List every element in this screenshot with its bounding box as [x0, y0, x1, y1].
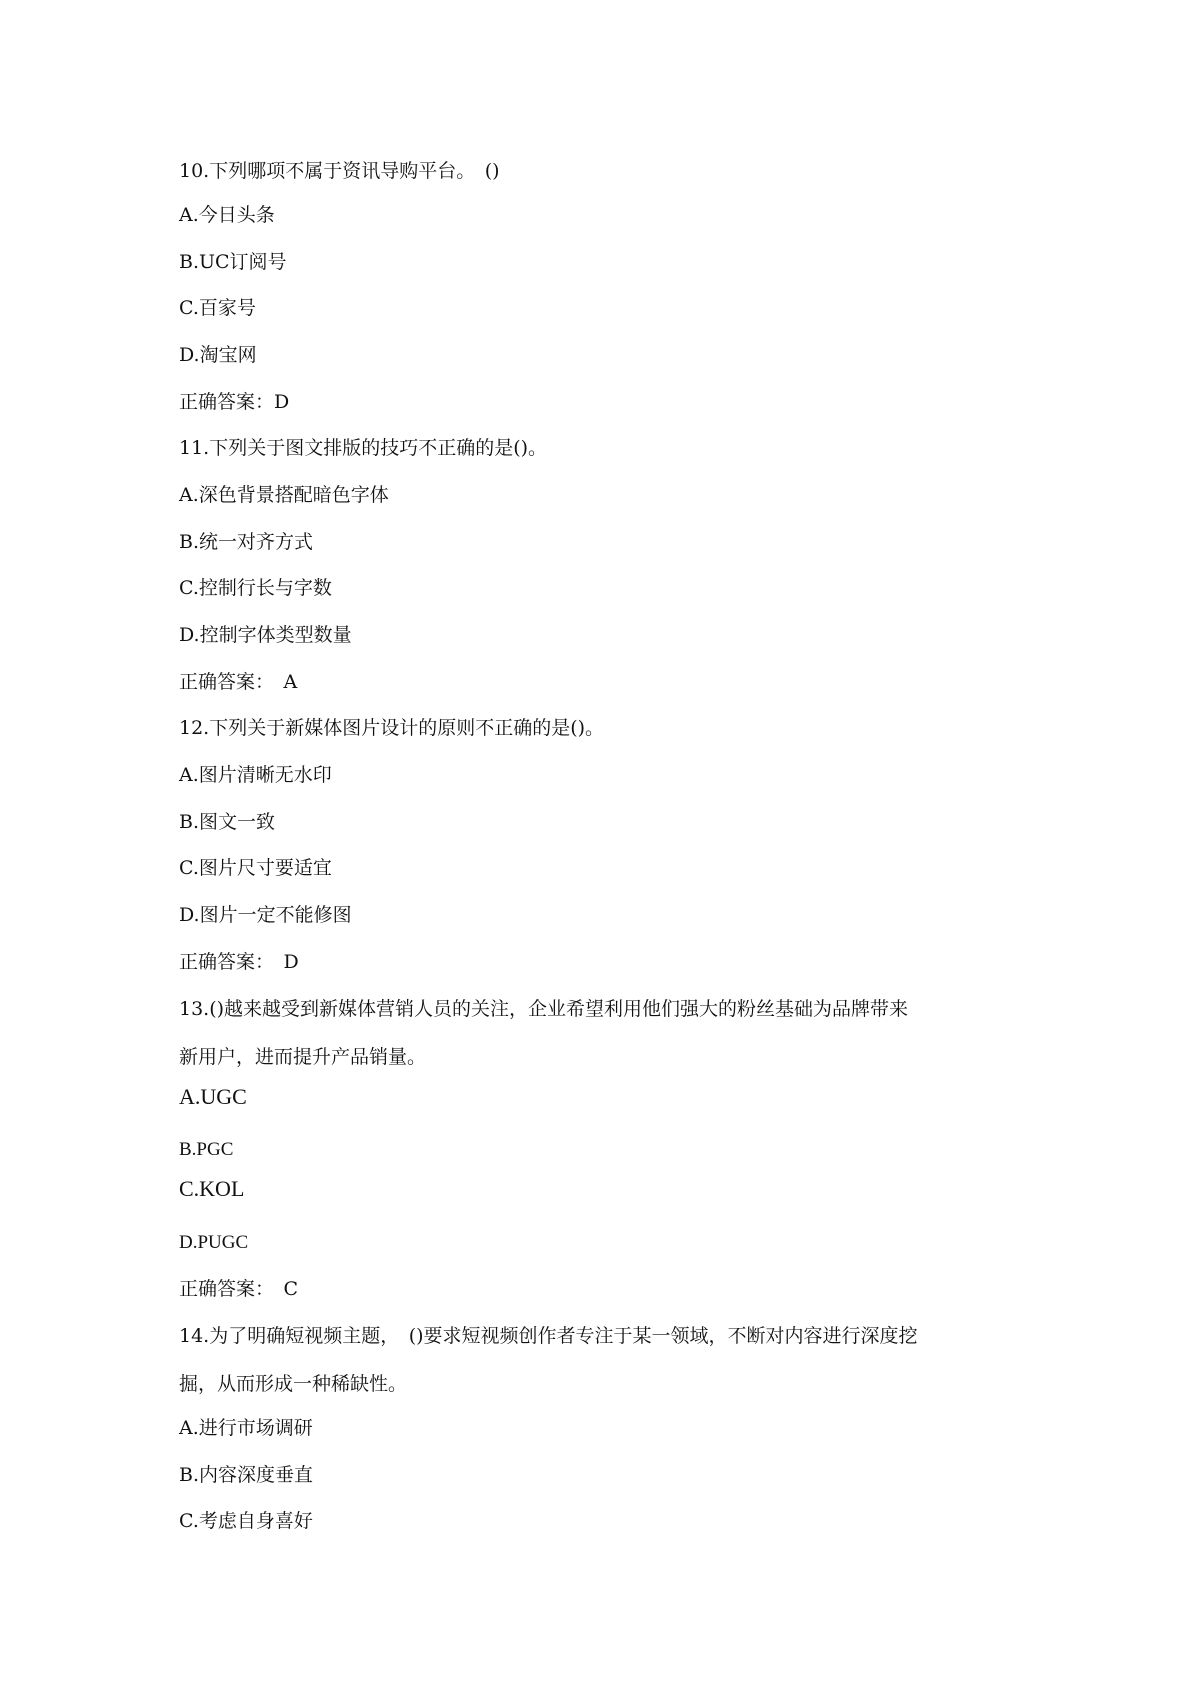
question-12-answer: 正确答案： D	[179, 951, 299, 973]
question-14-option-a: A.进行市场调研	[179, 1417, 313, 1439]
question-13-option-d: D.PUGC	[179, 1232, 249, 1253]
question-13-stem-line-1: 13.()越来越受到新媒体营销人员的关注，企业希望利用他们强大的粉丝基础为品牌带来	[179, 998, 909, 1020]
question-13-stem-line-2: 新用户，进而提升产品销量。	[179, 1046, 427, 1068]
question-10-answer: 正确答案：D	[179, 391, 290, 413]
question-12-option-b: B.图文一致	[179, 811, 276, 833]
question-14-stem-line-2: 掘，从而形成一种稀缺性。	[179, 1373, 408, 1395]
question-14-option-b: B.内容深度垂直	[179, 1464, 314, 1486]
question-13-option-a: A.UGC	[179, 1084, 247, 1109]
question-10-stem: 10.下列哪项不属于资讯导购平台。 ()	[179, 160, 500, 182]
question-14-option-c: C.考虑自身喜好	[179, 1510, 313, 1532]
question-14-stem-line-1: 14.为了明确短视频主题， ()要求短视频创作者专注于某一领域，不断对内容进行深度挖	[179, 1325, 918, 1347]
question-12-option-d: D.图片一定不能修图	[179, 904, 352, 926]
question-11-option-c: C.控制行长与字数	[179, 577, 332, 599]
question-11-option-b: B.统一对齐方式	[179, 531, 314, 553]
question-10-option-c: C.百家号	[179, 297, 256, 319]
question-11-option-a: A.深色背景搭配暗色字体	[179, 484, 389, 506]
question-12-stem: 12.下列关于新媒体图片设计的原则不正确的是()。	[179, 717, 605, 739]
question-11-answer: 正确答案： A	[179, 671, 298, 693]
question-10-option-a: A.今日头条	[179, 204, 275, 226]
question-11-option-d: D.控制字体类型数量	[179, 624, 352, 646]
question-10-option-d: D.淘宝网	[179, 344, 257, 366]
question-12-option-c: C.图片尺寸要适宜	[179, 857, 332, 879]
question-13-answer: 正确答案： C	[179, 1278, 299, 1300]
question-13-option-b: B.PGC	[179, 1139, 234, 1160]
question-13-option-c: C.KOL	[179, 1176, 245, 1201]
question-11-stem: 11.下列关于图文排版的技巧不正确的是()。	[179, 437, 548, 459]
question-12-option-a: A.图片清晰无水印	[179, 764, 332, 786]
question-10-option-b: B.UC订阅号	[179, 251, 287, 273]
